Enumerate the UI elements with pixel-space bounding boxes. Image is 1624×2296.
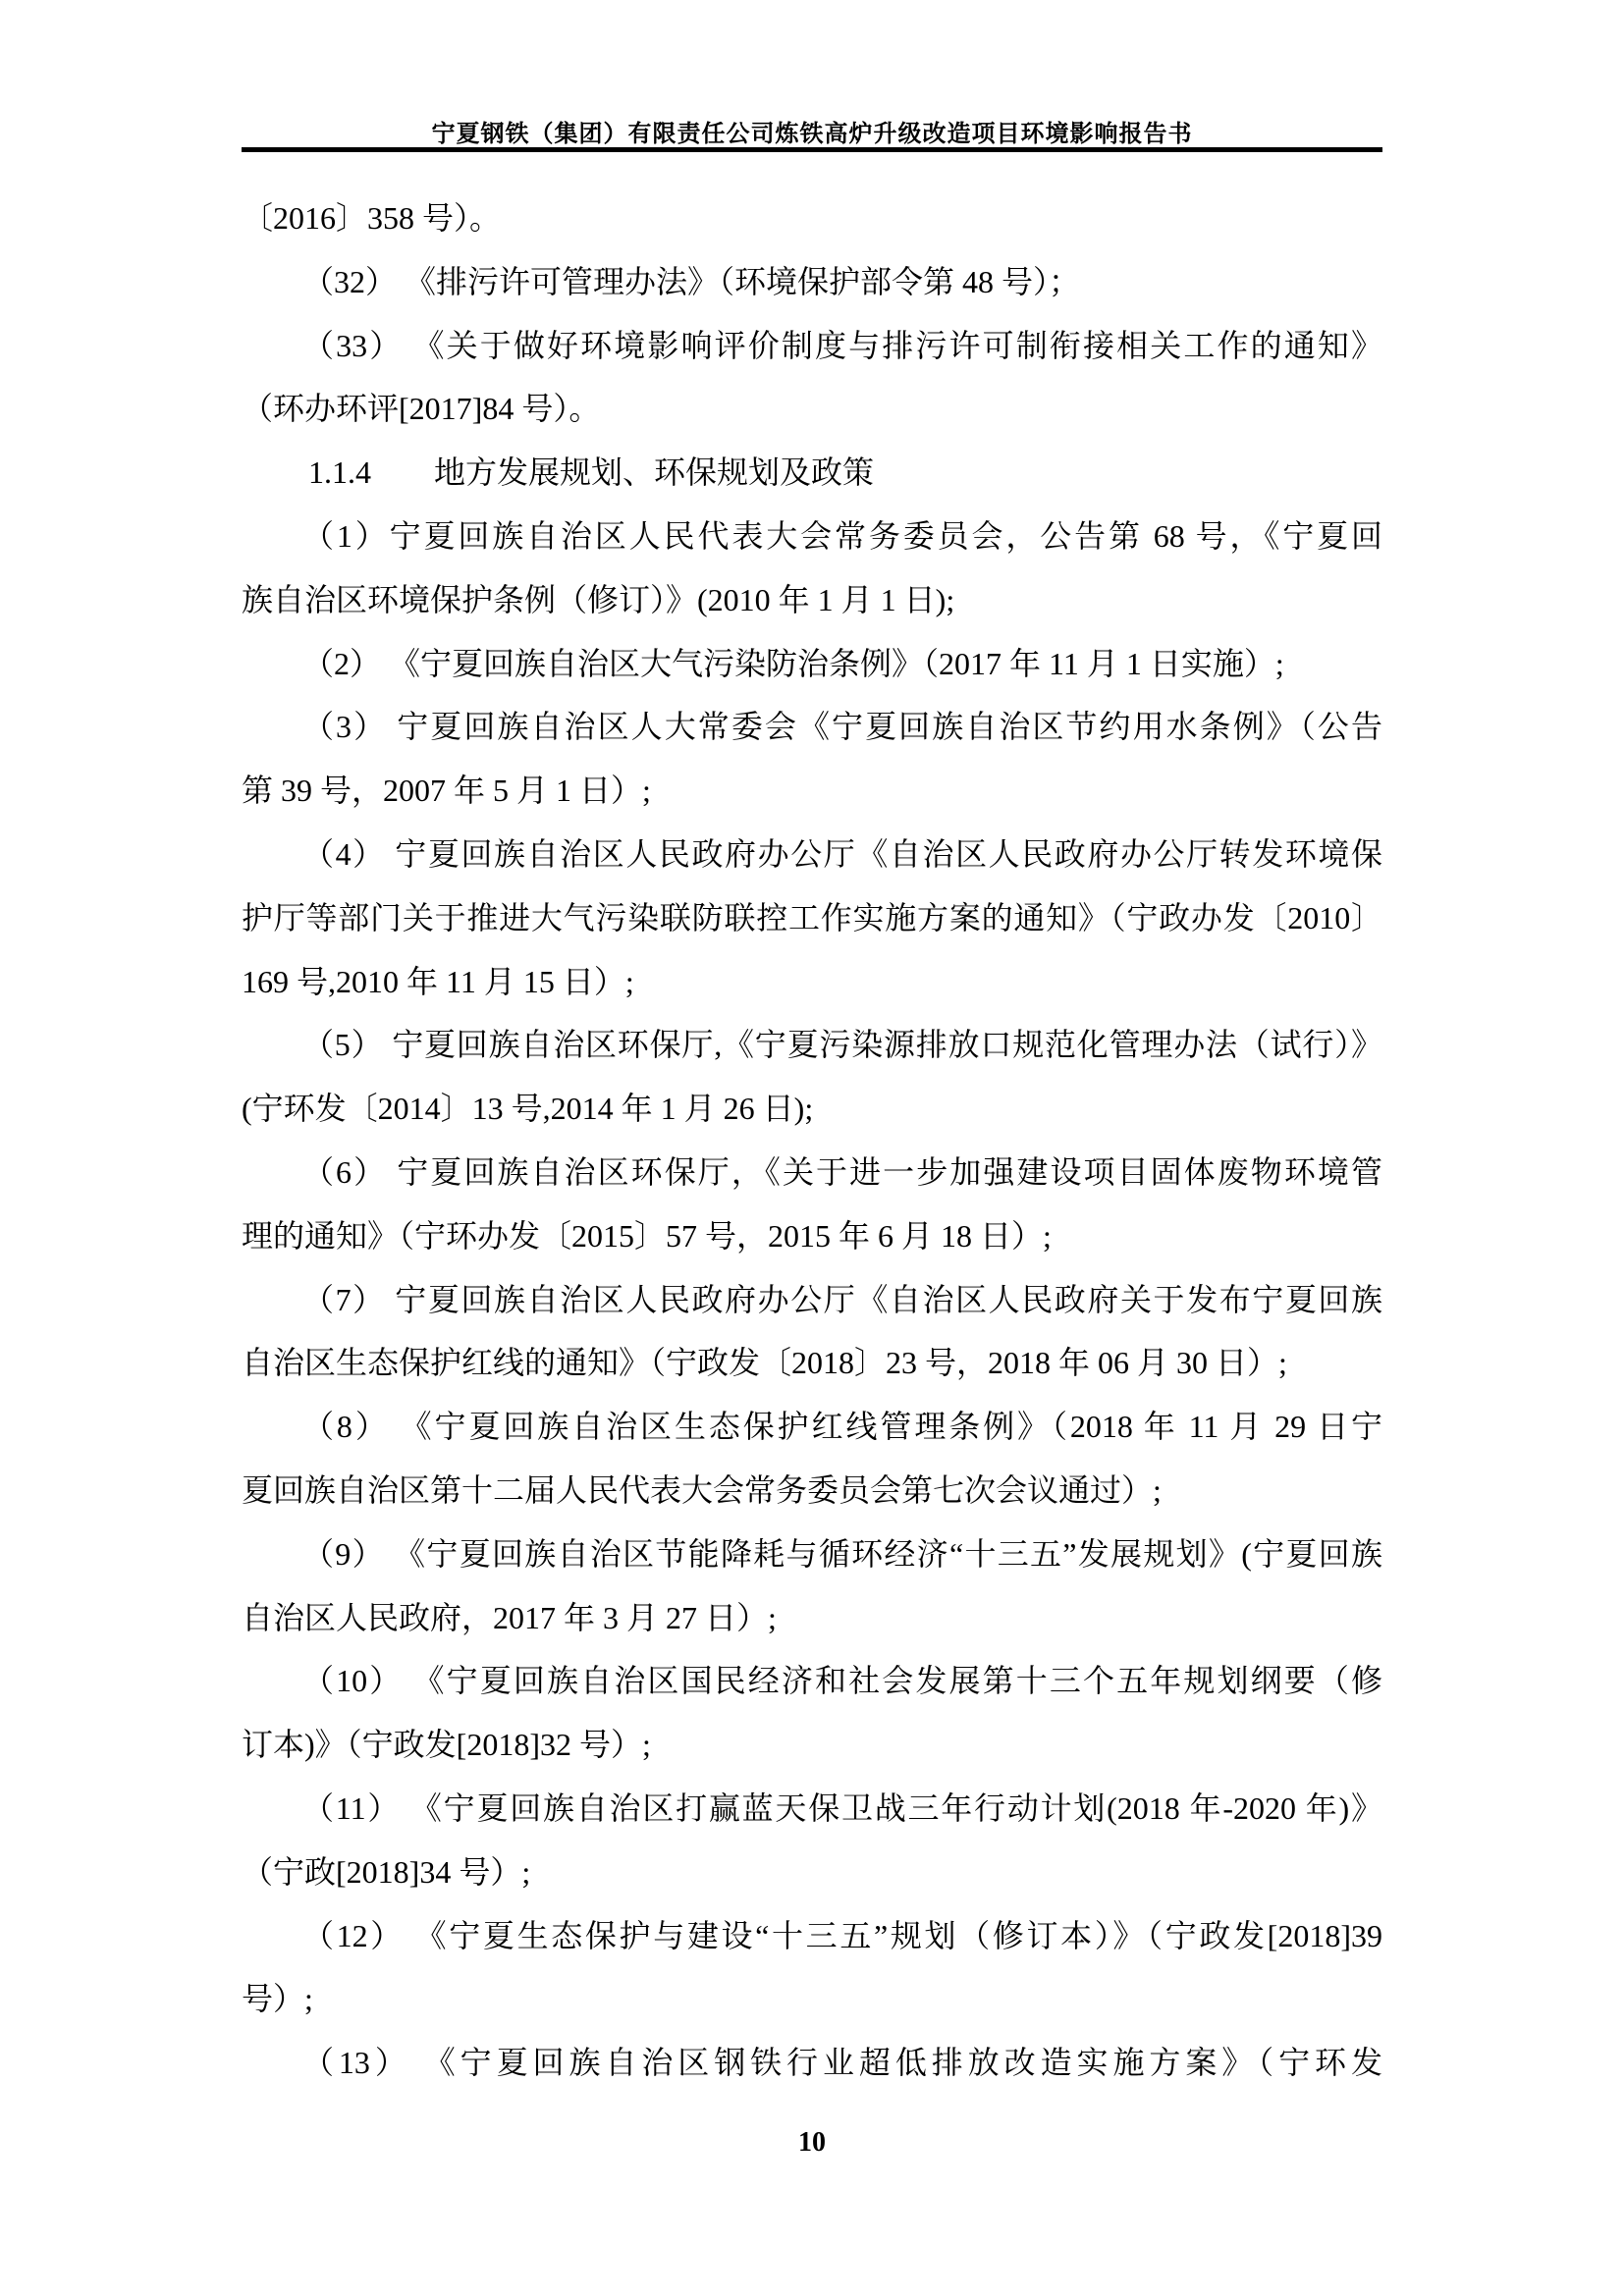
text-line: 号）; <box>242 1981 313 2017</box>
text-line: （宁政[2018]34 号）; <box>242 1853 531 1890</box>
text-line: （3） 宁夏回族自治区人大常委会《宁夏回族自治区节约用水条例》（公告 <box>302 709 1382 745</box>
text-line: （6） 宁夏回族自治区环保厅，《关于进一步加强建设项目固体废物环境管 <box>302 1153 1382 1190</box>
text-line: （2） 《宁夏回族自治区大气污染防治条例》（2017 年 11 月 1 日实施）; <box>302 645 1284 681</box>
page-header-title: 宁夏钢铁（集团）有限责任公司炼铁高炉升级改造项目环境影响报告书 <box>431 122 1193 147</box>
text-line: 自治区生态保护红线的通知》（宁政发〔2018〕23 号，2018 年 06 月 30 日）; <box>242 1345 1287 1381</box>
text-line: （11） 《宁夏回族自治区打赢蓝天保卫战三年行动计划(2018 年-2020 年)》 <box>302 1789 1382 1826</box>
text-line: （33） 《关于做好环境影响评价制度与排污许可制衔接相关工作的通知》 <box>302 327 1382 363</box>
text-line: 169 号,2010 年 11 月 15 日）; <box>242 963 634 999</box>
text-line: (宁环发〔2014〕13 号,2014 年 1 月 26 日); <box>242 1091 814 1127</box>
document-body <box>242 187 1382 2095</box>
text-line: （环办环评[2017]84 号）。 <box>242 391 601 427</box>
text-line: 理的通知》（宁环办发〔2015〕57 号，2015 年 6 月 18 日）; <box>242 1217 1052 1254</box>
text-line: 护厅等部门关于推进大气污染联防联控工作实施方案的通知》（宁政办发〔2010〕 <box>242 899 1382 935</box>
text-line: （8） 《宁夏回族自治区生态保护红线管理条例》（2018 年 11 月 29 日宁 <box>302 1409 1382 1445</box>
text-line: 第 39 号，2007 年 5 月 1 日）; <box>242 773 651 809</box>
text-line: 自治区人民政府，2017 年 3 月 27 日）; <box>242 1599 777 1635</box>
text-line: （9） 《宁夏回族自治区节能降耗与循环经济“十三五”发展规划》(宁夏回族 <box>302 1535 1382 1572</box>
section-heading: 1.1.4 地方发展规划、环保规划及政策 <box>308 454 875 491</box>
text-line: （1）宁夏回族自治区人民代表大会常务委员会，公告第 68 号，《宁夏回 <box>302 517 1382 554</box>
text-line: （5） 宁夏回族自治区环保厅,《宁夏污染源排放口规范化管理办法（试行）》 <box>302 1027 1382 1063</box>
text-line: （10） 《宁夏回族自治区国民经济和社会发展第十三个五年规划纲要（修 <box>302 1663 1382 1699</box>
text-line: 族自治区环境保护条例（修订）》(2010 年 1 月 1 日); <box>242 581 955 617</box>
text-line: （12） 《宁夏生态保护与建设“十三五”规划（修订本）》（宁政发[2018]39 <box>302 1917 1382 1953</box>
text-line: 夏回族自治区第十二届人民代表大会常务委员会第七次会议通过）; <box>242 1471 1162 1508</box>
text-line: 〔2016〕358 号）。 <box>242 200 502 236</box>
text-line: （7） 宁夏回族自治区人民政府办公厅《自治区人民政府关于发布宁夏回族 <box>302 1281 1382 1317</box>
text-line: （32） 《排污许可管理办法》（环境保护部令第 48 号）； <box>302 263 1081 299</box>
header-rule <box>242 147 1382 152</box>
text-line: （4） 宁夏回族自治区人民政府办公厅《自治区人民政府办公厅转发环境保 <box>302 835 1382 872</box>
text-line: （13） 《宁夏回族自治区钢铁行业超低排放改造实施方案》（宁环发 <box>302 2045 1382 2081</box>
page-number: 10 <box>798 2127 826 2158</box>
text-line: 订本)》（宁政发[2018]32 号）; <box>242 1727 651 1763</box>
